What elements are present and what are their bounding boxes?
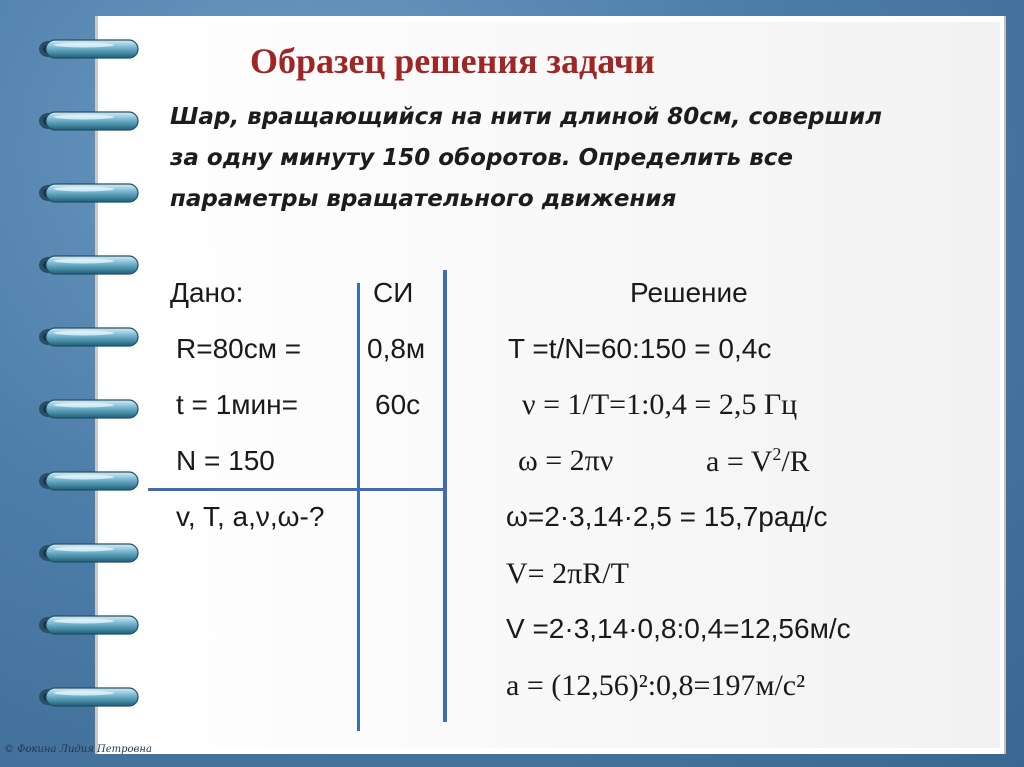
- accel-formula-exponent: 2: [772, 444, 782, 464]
- solution-acceleration-value: a = (12,56)²:0,8=197м/с²: [506, 669, 806, 702]
- divider-given-si: [357, 283, 360, 731]
- given-time: t = 1мин=: [176, 389, 298, 420]
- solution-velocity-formula: V= 2πR/T: [506, 557, 629, 590]
- solution-acceleration-formula: [706, 444, 810, 479]
- solution-header: Решение: [630, 277, 748, 308]
- problem-line-3: параметры вращательного движения: [170, 186, 677, 212]
- problem-line-1: Шар, вращающийся на нити длиной 80см, совершил: [170, 104, 882, 130]
- si-time: 60с: [375, 389, 421, 420]
- given-count: N = 150: [176, 445, 275, 476]
- binding-ring-10: [34, 684, 144, 710]
- find-quantities: v, T, a,ν,ω-?: [176, 501, 325, 532]
- accel-formula-tail: /R: [781, 445, 810, 478]
- binding-ring-4: [34, 252, 144, 278]
- binding-ring-8: [34, 540, 144, 566]
- accel-formula-base: a = V: [706, 445, 773, 478]
- author-credit: © Фокина Лидия Петровна: [4, 744, 152, 755]
- binding-ring-7: [34, 468, 144, 494]
- binding-ring-2: [34, 108, 144, 134]
- binding-ring-5: [34, 324, 144, 350]
- given-header: Дано:: [170, 277, 244, 308]
- divider-horizontal: [148, 488, 445, 491]
- solution-frequency: ν = 1/T=1:0,4 = 2,5 Гц: [522, 388, 798, 421]
- divider-si-solution: [443, 270, 447, 722]
- solution-period: T =t/N=60:150 = 0,4с: [508, 333, 772, 364]
- binding-ring-1: [34, 36, 144, 62]
- binding-ring-3: [34, 180, 144, 206]
- binding-ring-6: [34, 396, 144, 422]
- si-radius: 0,8м: [367, 333, 426, 364]
- given-radius: R=80см =: [176, 333, 302, 364]
- solution-velocity-value: V =2·3,14·0,8:0,4=12,56м/с: [506, 613, 851, 644]
- page-title: Образец решения задачи: [250, 41, 655, 81]
- binding-ring-9: [34, 612, 144, 638]
- si-header: СИ: [373, 277, 414, 308]
- solution-omega-formula: ω = 2πν: [518, 444, 614, 477]
- problem-line-2: за одну минуту 150 оборотов. Определить все: [170, 145, 793, 171]
- solution-omega-value: ω=2·3,14·2,5 = 15,7рад/с: [506, 501, 828, 532]
